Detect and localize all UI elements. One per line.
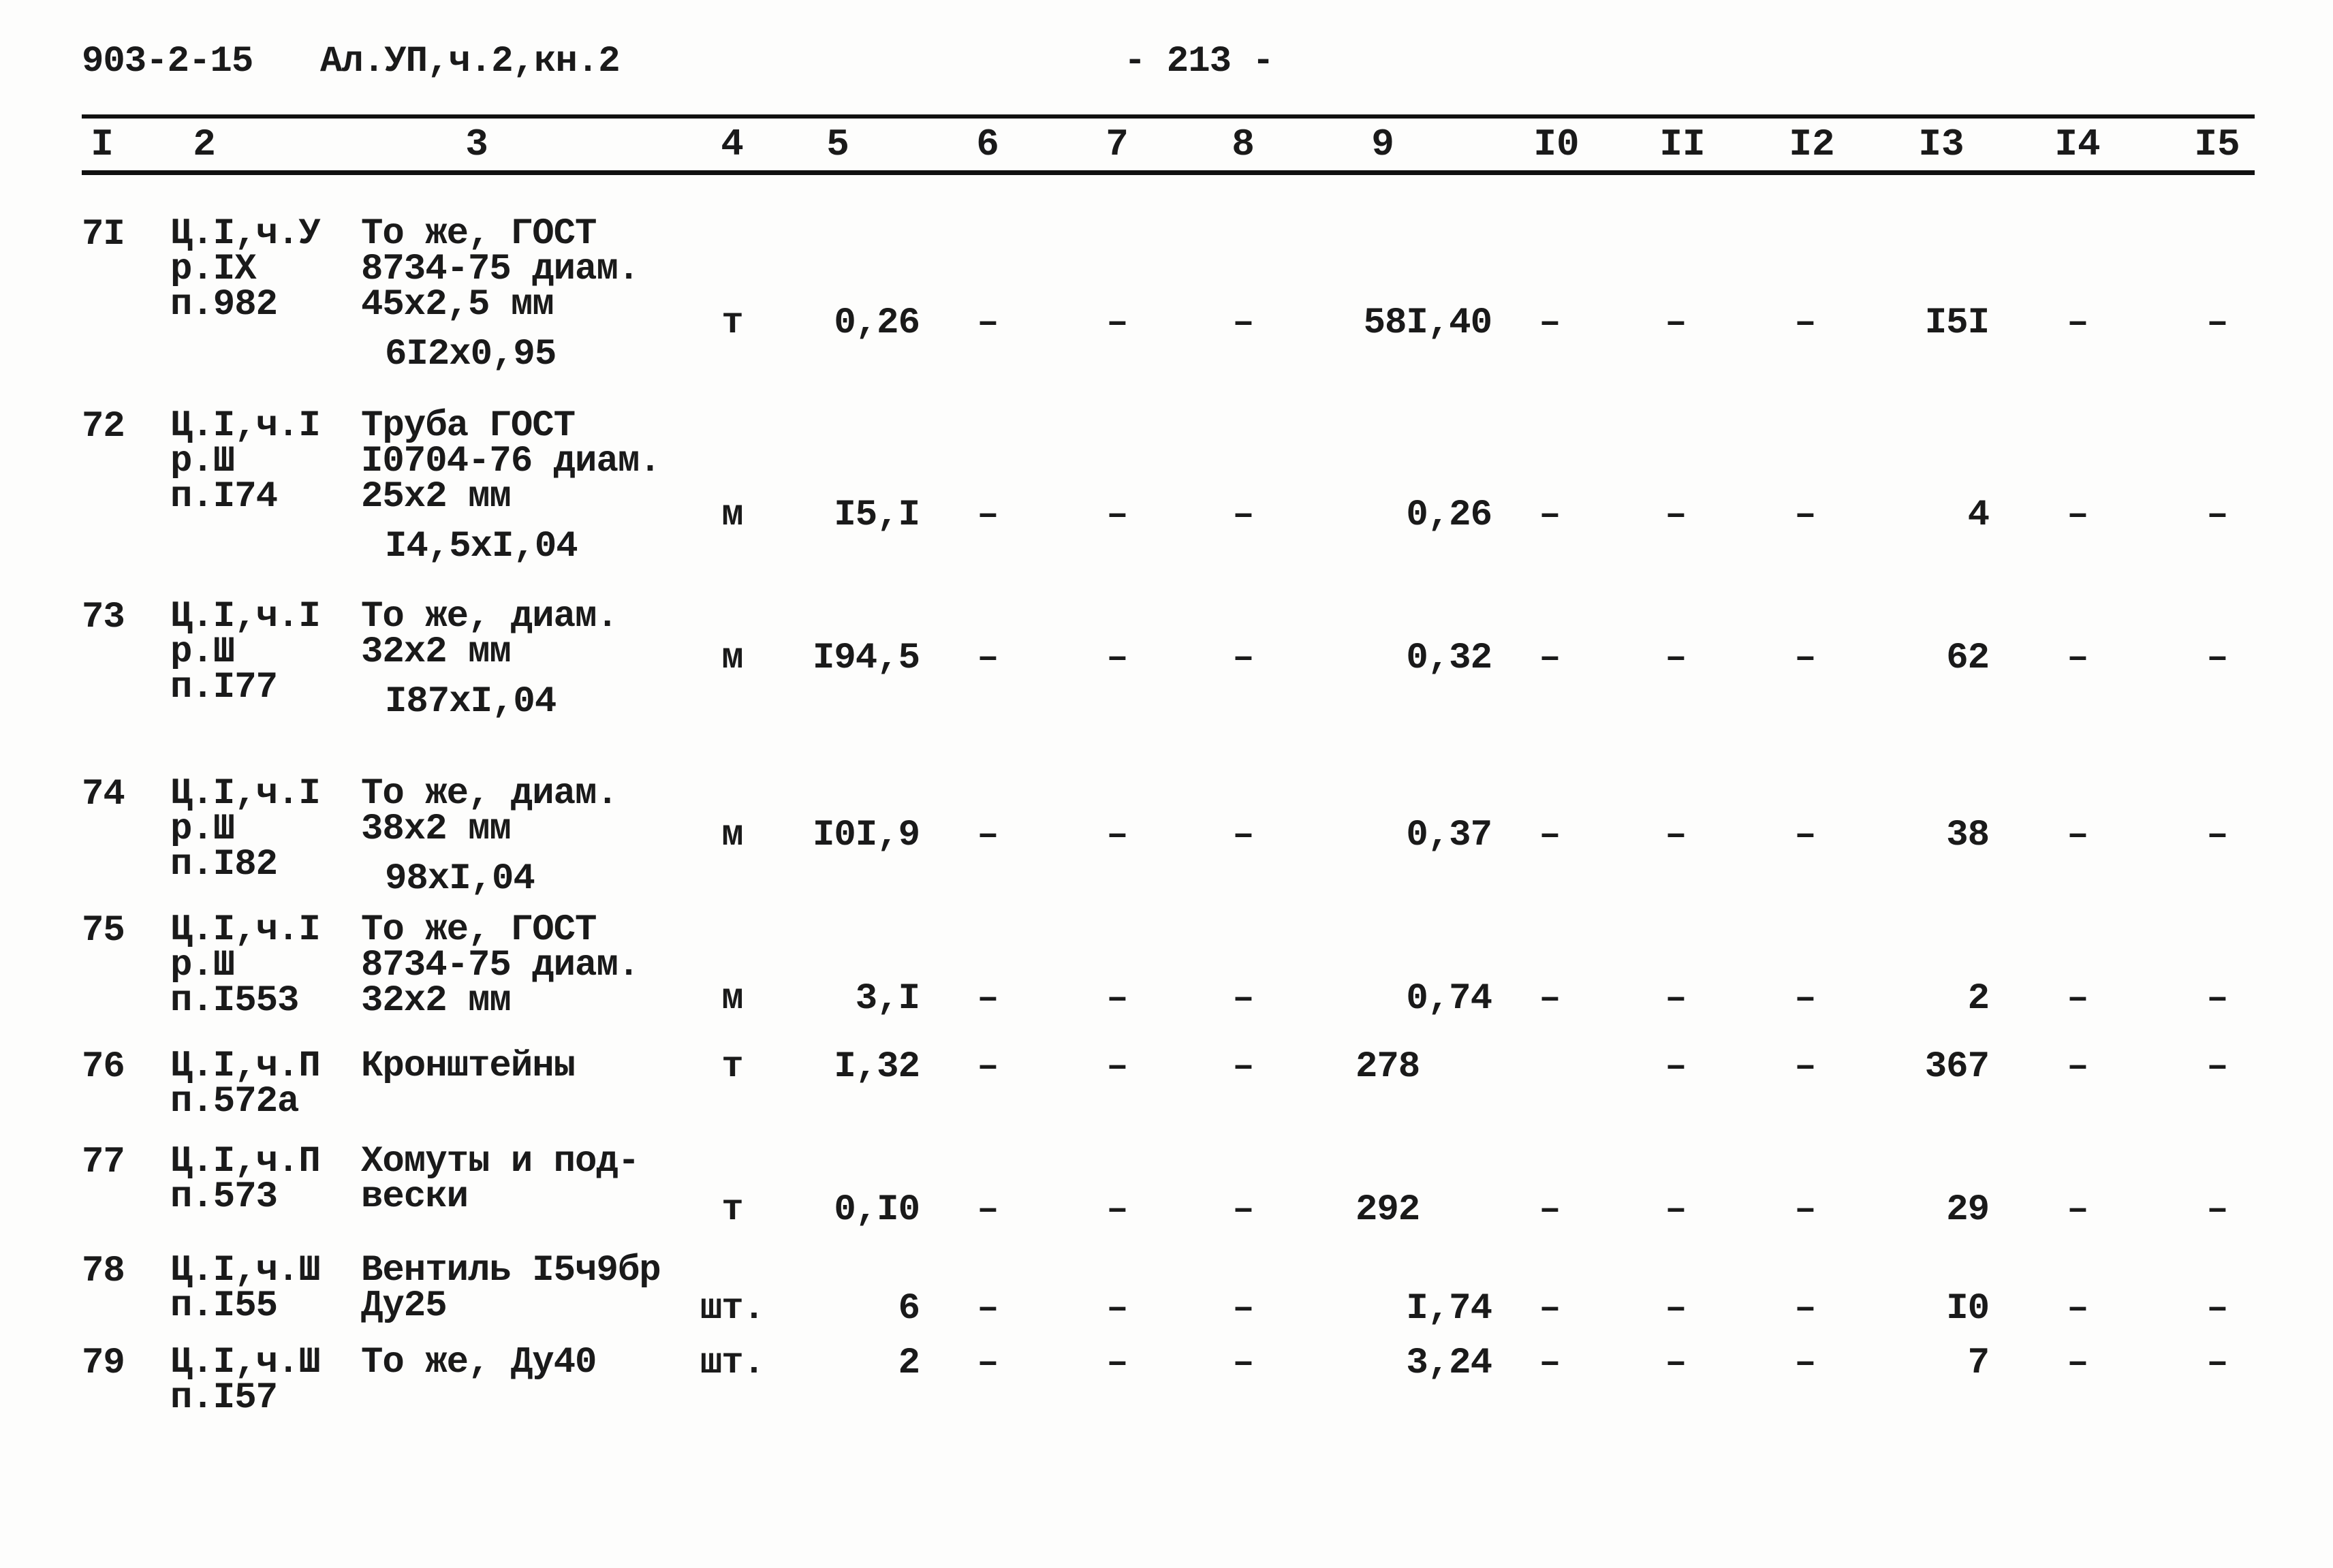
column-number-14: I4 bbox=[2054, 123, 2101, 166]
unit: т bbox=[721, 1046, 743, 1088]
cell-c13: 4 bbox=[1967, 495, 1989, 536]
cell-c8: – bbox=[1232, 978, 1254, 1020]
quantity: I,32 bbox=[834, 1046, 920, 1088]
quantity-calculation: I4,5хI,04 bbox=[385, 526, 578, 567]
cell-c11: – bbox=[1665, 815, 1687, 856]
source-reference-line: р.IX bbox=[170, 249, 256, 290]
doc-code: 903-2-15 bbox=[82, 41, 253, 82]
cell-c7: – bbox=[1106, 815, 1128, 856]
cell-c13: 62 bbox=[1946, 638, 1989, 679]
source-reference bbox=[170, 1046, 320, 1123]
quantity-calculation: 98хI,04 bbox=[385, 858, 535, 900]
item-description-line: 25х2 мм bbox=[361, 476, 511, 518]
header-bottom-rule bbox=[82, 170, 2255, 175]
cell-c6: – bbox=[977, 815, 999, 856]
cell-c7: – bbox=[1106, 1189, 1128, 1231]
album-ref: Ал.УП,ч.2,кн.2 bbox=[320, 41, 620, 82]
item-description-line: То же, ГОСТ bbox=[361, 213, 597, 255]
cell-c8: – bbox=[1232, 495, 1254, 536]
cell-c14: – bbox=[2067, 302, 2088, 344]
cell-c13: 7 bbox=[1967, 1343, 1989, 1384]
unit: м bbox=[721, 815, 743, 856]
cell-c9: 0,37 bbox=[1406, 815, 1492, 856]
unit: м bbox=[721, 638, 743, 679]
cell-c12: – bbox=[1794, 1343, 1816, 1384]
row-number: 79 bbox=[82, 1343, 125, 1384]
cell-c11: – bbox=[1665, 1189, 1687, 1231]
source-reference bbox=[170, 213, 320, 326]
source-reference-line: р.Ш bbox=[170, 809, 235, 850]
cell-c7: – bbox=[1106, 1288, 1128, 1330]
item-description-line: 45х2,5 мм bbox=[361, 284, 554, 326]
quantity: I94,5 bbox=[812, 638, 920, 679]
item-description-line: Хомуты и под- bbox=[361, 1141, 640, 1182]
source-reference-line: п.I55 bbox=[170, 1285, 278, 1327]
cell-c12: – bbox=[1794, 1189, 1816, 1231]
source-reference-line: п.I57 bbox=[170, 1377, 278, 1419]
source-reference-line: Ц.I,ч.Ш bbox=[170, 1250, 320, 1291]
row-number: 77 bbox=[82, 1142, 125, 1183]
cell-c8: – bbox=[1232, 302, 1254, 344]
cell-c9: 0,26 bbox=[1406, 495, 1492, 536]
source-reference-line: Ц.I,ч.У bbox=[170, 213, 320, 255]
cell-c14: – bbox=[2067, 978, 2088, 1020]
cell-c11: – bbox=[1665, 495, 1687, 536]
cell-c12: – bbox=[1794, 1288, 1816, 1330]
source-reference-line: п.572а bbox=[170, 1081, 299, 1123]
source-reference-line: п.I82 bbox=[170, 844, 278, 885]
source-reference bbox=[170, 1342, 320, 1419]
cell-c14: – bbox=[2067, 638, 2088, 679]
cell-c10: – bbox=[1539, 638, 1561, 679]
source-reference-line: п.573 bbox=[170, 1176, 278, 1218]
cell-c12: – bbox=[1794, 495, 1816, 536]
item-description bbox=[361, 773, 618, 850]
quantity: I5,I bbox=[834, 495, 920, 536]
cell-c12: – bbox=[1794, 815, 1816, 856]
cell-c15: – bbox=[2206, 1046, 2228, 1088]
column-number-8: 8 bbox=[1232, 123, 1255, 166]
quantity-calculation: I87хI,04 bbox=[385, 681, 557, 723]
item-description bbox=[361, 1046, 576, 1087]
unit: т bbox=[721, 1189, 743, 1231]
item-description bbox=[361, 909, 640, 1022]
source-reference-line: Ц.I,ч.I bbox=[170, 773, 320, 815]
cell-c15: – bbox=[2206, 1189, 2228, 1231]
cell-c6: – bbox=[977, 638, 999, 679]
cell-c11: – bbox=[1665, 1046, 1687, 1088]
quantity: 2 bbox=[898, 1343, 920, 1384]
cell-c13: 2 bbox=[1967, 978, 1989, 1020]
cell-c11: – bbox=[1665, 978, 1687, 1020]
source-reference-line: Ц.I,ч.П bbox=[170, 1141, 320, 1182]
row-number: 76 bbox=[82, 1046, 125, 1088]
page-number: - 213 - bbox=[1124, 41, 1274, 82]
source-reference-line: Ц.I,ч.I bbox=[170, 405, 320, 447]
cell-c8: – bbox=[1232, 1288, 1254, 1330]
source-reference bbox=[170, 773, 320, 885]
cell-c7: – bbox=[1106, 1046, 1128, 1088]
cell-c10: – bbox=[1539, 495, 1561, 536]
row-number: 73 bbox=[82, 597, 125, 638]
row-number: 74 bbox=[82, 774, 125, 815]
item-description-line: 8734-75 диам. bbox=[361, 249, 640, 290]
source-reference-line: п.I74 bbox=[170, 476, 278, 518]
source-reference-line: Ц.I,ч.I bbox=[170, 596, 320, 638]
cell-c9: I,74 bbox=[1406, 1288, 1492, 1330]
cell-c15: – bbox=[2206, 815, 2228, 856]
cell-c12: – bbox=[1794, 1046, 1816, 1088]
cell-c10: – bbox=[1539, 1189, 1561, 1231]
cell-c9: 278 bbox=[1356, 1046, 1420, 1088]
cell-c9: 0,32 bbox=[1406, 638, 1492, 679]
cell-c7: – bbox=[1106, 495, 1128, 536]
cell-c15: – bbox=[2206, 302, 2228, 344]
quantity: 6 bbox=[898, 1288, 920, 1330]
cell-c10: – bbox=[1539, 1288, 1561, 1330]
item-description-line: То же, диам. bbox=[361, 773, 618, 815]
cell-c13: 29 bbox=[1946, 1189, 1989, 1231]
cell-c10: – bbox=[1539, 815, 1561, 856]
header-top-rule bbox=[82, 114, 2255, 119]
cell-c7: – bbox=[1106, 638, 1128, 679]
cell-c13: I5I bbox=[1924, 302, 1989, 344]
cell-c6: – bbox=[977, 1189, 999, 1231]
item-description bbox=[361, 1141, 640, 1218]
cell-c14: – bbox=[2067, 1046, 2088, 1088]
item-description-line: То же, ГОСТ bbox=[361, 909, 597, 951]
unit: м bbox=[721, 495, 743, 536]
item-description-line: То же, Ду40 bbox=[361, 1342, 597, 1383]
row-number: 72 bbox=[82, 406, 125, 448]
cell-c8: – bbox=[1232, 638, 1254, 679]
item-description-line: вески bbox=[361, 1176, 469, 1218]
column-number-10: I0 bbox=[1533, 123, 1580, 166]
cell-c15: – bbox=[2206, 1343, 2228, 1384]
cell-c13: 38 bbox=[1946, 815, 1989, 856]
cell-c8: – bbox=[1232, 1343, 1254, 1384]
cell-c14: – bbox=[2067, 815, 2088, 856]
item-description-line: Ду25 bbox=[361, 1285, 447, 1327]
column-number-12: I2 bbox=[1789, 123, 1835, 166]
cell-c12: – bbox=[1794, 302, 1816, 344]
cell-c12: – bbox=[1794, 978, 1816, 1020]
column-number-5: 5 bbox=[826, 123, 849, 166]
cell-c11: – bbox=[1665, 1343, 1687, 1384]
column-number-11: II bbox=[1659, 123, 1706, 166]
item-description bbox=[361, 596, 618, 673]
row-number: 78 bbox=[82, 1251, 125, 1292]
cell-c11: – bbox=[1665, 638, 1687, 679]
cell-c7: – bbox=[1106, 1343, 1128, 1384]
source-reference-line: п.I77 bbox=[170, 667, 278, 708]
row-number: 75 bbox=[82, 910, 125, 952]
unit: м bbox=[721, 978, 743, 1020]
cell-c8: – bbox=[1232, 1189, 1254, 1231]
source-reference-line: р.Ш bbox=[170, 631, 235, 673]
source-reference-line: Ц.I,ч.П bbox=[170, 1046, 320, 1087]
cell-c15: – bbox=[2206, 638, 2228, 679]
cell-c9: 58I,40 bbox=[1363, 302, 1492, 344]
item-description-line: 32х2 мм bbox=[361, 980, 511, 1022]
quantity: 3,I bbox=[855, 978, 920, 1020]
cell-c6: – bbox=[977, 302, 999, 344]
quantity: 0,26 bbox=[834, 302, 920, 344]
cell-c13: 367 bbox=[1924, 1046, 1989, 1088]
column-number-13: I3 bbox=[1918, 123, 1964, 166]
cell-c12: – bbox=[1794, 638, 1816, 679]
source-reference-line: р.Ш bbox=[170, 441, 235, 482]
cell-c6: – bbox=[977, 1046, 999, 1088]
unit: т bbox=[721, 302, 743, 344]
source-reference bbox=[170, 1250, 320, 1327]
item-description-line: То же, диам. bbox=[361, 596, 618, 638]
cell-c9: 0,74 bbox=[1406, 978, 1492, 1020]
cell-c11: – bbox=[1665, 302, 1687, 344]
cell-c14: – bbox=[2067, 1189, 2088, 1231]
cell-c14: – bbox=[2067, 1343, 2088, 1384]
item-description-line: 38х2 мм bbox=[361, 809, 511, 850]
item-description-line: 8734-75 диам. bbox=[361, 945, 640, 986]
quantity: I0I,9 bbox=[812, 815, 920, 856]
source-reference-line: Ц.I,ч.I bbox=[170, 909, 320, 951]
cell-c7: – bbox=[1106, 978, 1128, 1020]
cell-c10: – bbox=[1539, 978, 1561, 1020]
column-number-7: 7 bbox=[1106, 123, 1129, 166]
item-description bbox=[361, 405, 661, 518]
source-reference bbox=[170, 405, 320, 518]
column-number-15: I5 bbox=[2194, 123, 2240, 166]
cell-c7: – bbox=[1106, 302, 1128, 344]
source-reference bbox=[170, 909, 320, 1022]
cell-c14: – bbox=[2067, 495, 2088, 536]
cell-c10: – bbox=[1539, 1343, 1561, 1384]
cell-c9: 3,24 bbox=[1406, 1343, 1492, 1384]
cell-c10: – bbox=[1539, 302, 1561, 344]
column-number-3: 3 bbox=[465, 123, 488, 166]
cell-c13: I0 bbox=[1946, 1288, 1989, 1330]
source-reference bbox=[170, 1141, 320, 1218]
cell-c9: 292 bbox=[1356, 1189, 1420, 1231]
item-description-line: Труба ГОСТ bbox=[361, 405, 576, 447]
cell-c14: – bbox=[2067, 1288, 2088, 1330]
column-number-9: 9 bbox=[1371, 123, 1394, 166]
item-description-line: Вентиль I5ч9бр bbox=[361, 1250, 661, 1291]
cell-c6: – bbox=[977, 978, 999, 1020]
column-number-6: 6 bbox=[976, 123, 999, 166]
unit: шт. bbox=[700, 1343, 765, 1384]
quantity: 0,I0 bbox=[834, 1189, 920, 1231]
source-reference-line: р.Ш bbox=[170, 945, 235, 986]
column-number-4: 4 bbox=[721, 123, 744, 166]
item-description bbox=[361, 1342, 597, 1383]
column-number-1: I bbox=[91, 123, 114, 166]
item-description-line: I0704-76 диам. bbox=[361, 441, 661, 482]
source-reference-line: п.I553 bbox=[170, 980, 299, 1022]
cell-c15: – bbox=[2206, 495, 2228, 536]
column-number-2: 2 bbox=[193, 123, 216, 166]
item-description-line: 32х2 мм bbox=[361, 631, 511, 673]
source-reference-line: п.982 bbox=[170, 284, 278, 326]
item-description bbox=[361, 213, 640, 326]
source-reference bbox=[170, 596, 320, 708]
cell-c6: – bbox=[977, 1343, 999, 1384]
cell-c6: – bbox=[977, 1288, 999, 1330]
row-number: 7I bbox=[82, 214, 125, 255]
quantity-calculation: 6I2х0,95 bbox=[385, 334, 557, 375]
item-description bbox=[361, 1250, 661, 1327]
source-reference-line: Ц.I,ч.Ш bbox=[170, 1342, 320, 1383]
cell-c15: – bbox=[2206, 1288, 2228, 1330]
cell-c15: – bbox=[2206, 978, 2228, 1020]
cell-c8: – bbox=[1232, 1046, 1254, 1088]
unit: шт. bbox=[700, 1288, 765, 1330]
item-description-line: Кронштейны bbox=[361, 1046, 576, 1087]
cell-c8: – bbox=[1232, 815, 1254, 856]
cell-c6: – bbox=[977, 495, 999, 536]
cell-c11: – bbox=[1665, 1288, 1687, 1330]
